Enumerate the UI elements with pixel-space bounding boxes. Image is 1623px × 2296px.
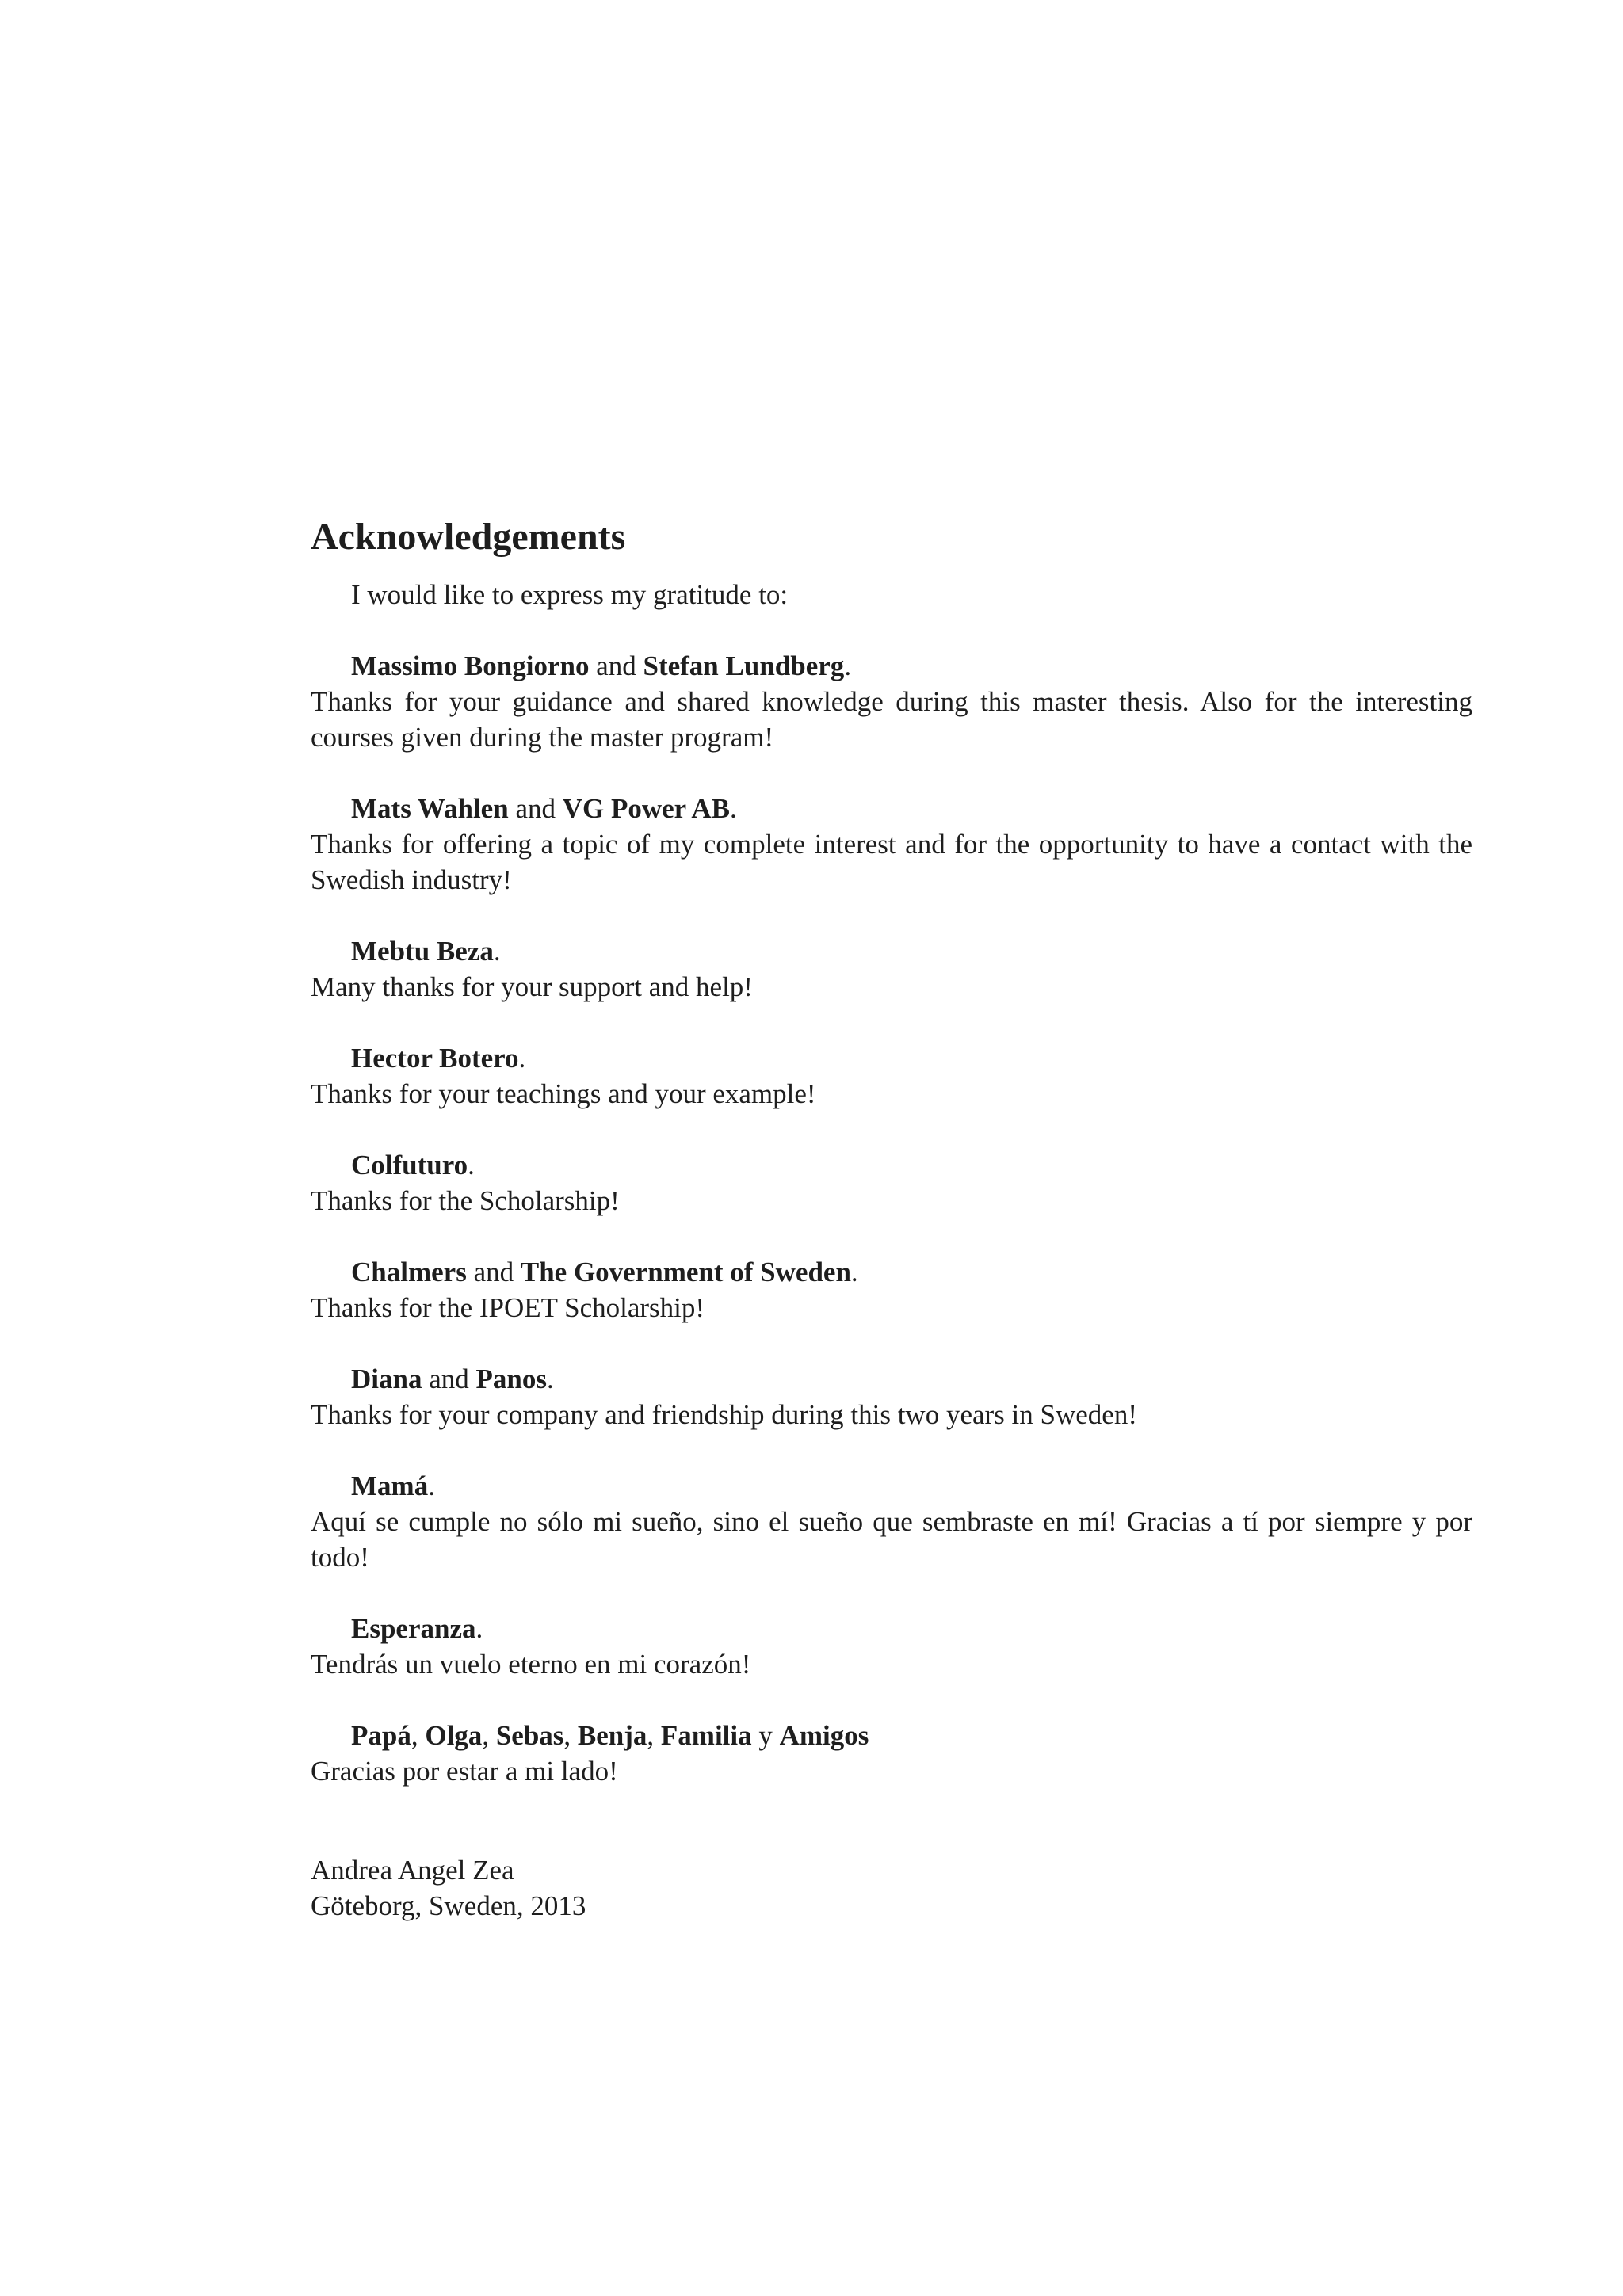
entry-heading xyxy=(311,1147,1472,1183)
connector-text: and xyxy=(466,1257,521,1287)
recipient-name: Papá xyxy=(351,1720,411,1751)
recipient-name: Olga xyxy=(425,1720,483,1751)
connector-text: . xyxy=(546,1363,554,1394)
entry-heading xyxy=(311,791,1472,826)
recipient-name: Esperanza xyxy=(351,1613,476,1644)
acknowledgement-entry xyxy=(311,648,1472,755)
connector-text: . xyxy=(850,1257,858,1287)
entry-heading xyxy=(311,1361,1472,1397)
entry-heading xyxy=(311,1468,1472,1504)
acknowledgement-list xyxy=(311,648,1472,1789)
acknowledgement-entry xyxy=(311,1254,1472,1325)
connector-text: y xyxy=(751,1720,780,1751)
acknowledgement-entry xyxy=(311,791,1472,898)
recipient-name: Mamá xyxy=(351,1470,429,1501)
recipient-name: Massimo Bongiorno xyxy=(351,650,590,681)
acknowledgement-entry xyxy=(311,1718,1472,1789)
connector-text: . xyxy=(428,1470,435,1501)
connector-text: , xyxy=(411,1720,426,1751)
recipient-name: The Government of Sweden xyxy=(520,1257,851,1287)
acknowledgement-entry xyxy=(311,1361,1472,1432)
connector-text: . xyxy=(730,793,737,824)
connector-text: , xyxy=(482,1720,496,1751)
entry-message: Thanks for offering a topic of my complete interest and for the opportunity to have a contact with the Swedish industry! xyxy=(311,829,1472,895)
recipient-name: Mebtu Beza xyxy=(351,936,494,967)
entry-message: Thanks for your teachings and your example! xyxy=(311,1078,816,1109)
connector-text: and xyxy=(589,650,643,681)
acknowledgements-page xyxy=(311,513,1472,1924)
entry-heading xyxy=(311,648,1472,684)
connector-text: and xyxy=(508,793,563,824)
entry-heading xyxy=(311,1718,1472,1753)
recipient-name: Benja xyxy=(577,1720,647,1751)
recipient-name: Chalmers xyxy=(351,1257,467,1287)
recipient-name: Familia xyxy=(660,1720,752,1751)
acknowledgement-entry xyxy=(311,933,1472,1005)
recipient-name: VG Power AB xyxy=(562,793,731,824)
recipient-name: Hector Botero xyxy=(351,1043,519,1074)
entry-message: Thanks for your guidance and shared knowledge during this master thesis. Also for the interesting courses given during the master program! xyxy=(311,686,1472,753)
entry-heading xyxy=(311,1040,1472,1076)
entry-heading xyxy=(311,933,1472,969)
entry-heading xyxy=(311,1254,1472,1290)
acknowledgement-entry xyxy=(311,1611,1472,1682)
author-name: Andrea Angel Zea xyxy=(311,1855,514,1886)
recipient-name: Panos xyxy=(475,1363,547,1394)
page-title: Acknowledgements xyxy=(311,516,626,558)
acknowledgement-entry xyxy=(311,1147,1472,1219)
intro-text: I would like to express my gratitude to: xyxy=(351,579,789,610)
connector-text: . xyxy=(518,1043,526,1074)
recipient-name: Colfuturo xyxy=(351,1150,468,1180)
connector-text: and xyxy=(422,1363,476,1394)
acknowledgement-entry xyxy=(311,1040,1472,1112)
entry-message: Thanks for the IPOET Scholarship! xyxy=(311,1292,705,1323)
entry-message: Tendrás un vuelo eterno en mi corazón! xyxy=(311,1649,751,1680)
entry-message: Many thanks for your support and help! xyxy=(311,971,753,1002)
entry-message: Thanks for the Scholarship! xyxy=(311,1185,620,1216)
connector-text: . xyxy=(468,1150,475,1180)
recipient-name: Sebas xyxy=(495,1720,564,1751)
entry-message: Gracias por estar a mi lado! xyxy=(311,1756,618,1787)
connector-text: . xyxy=(844,650,852,681)
entry-heading xyxy=(311,1611,1472,1646)
recipient-name: Stefan Lundberg xyxy=(643,650,845,681)
acknowledgement-entry xyxy=(311,1468,1472,1575)
connector-text: , xyxy=(647,1720,661,1751)
entry-message: Aquí se cumple no sólo mi sueño, sino el sueño que sembraste en mí! Gracias a tí por siempre y por todo! xyxy=(311,1506,1472,1573)
connector-text: . xyxy=(475,1613,483,1644)
signature-block xyxy=(311,1852,1472,1924)
entry-message: Thanks for your company and friendship during this two years in Sweden! xyxy=(311,1399,1137,1430)
recipient-name: Diana xyxy=(351,1363,422,1394)
place-date: Göteborg, Sweden, 2013 xyxy=(311,1890,586,1921)
recipient-name: Mats Wahlen xyxy=(351,793,509,824)
connector-text: , xyxy=(563,1720,578,1751)
connector-text: . xyxy=(493,936,501,967)
recipient-name: Amigos xyxy=(779,1720,869,1751)
